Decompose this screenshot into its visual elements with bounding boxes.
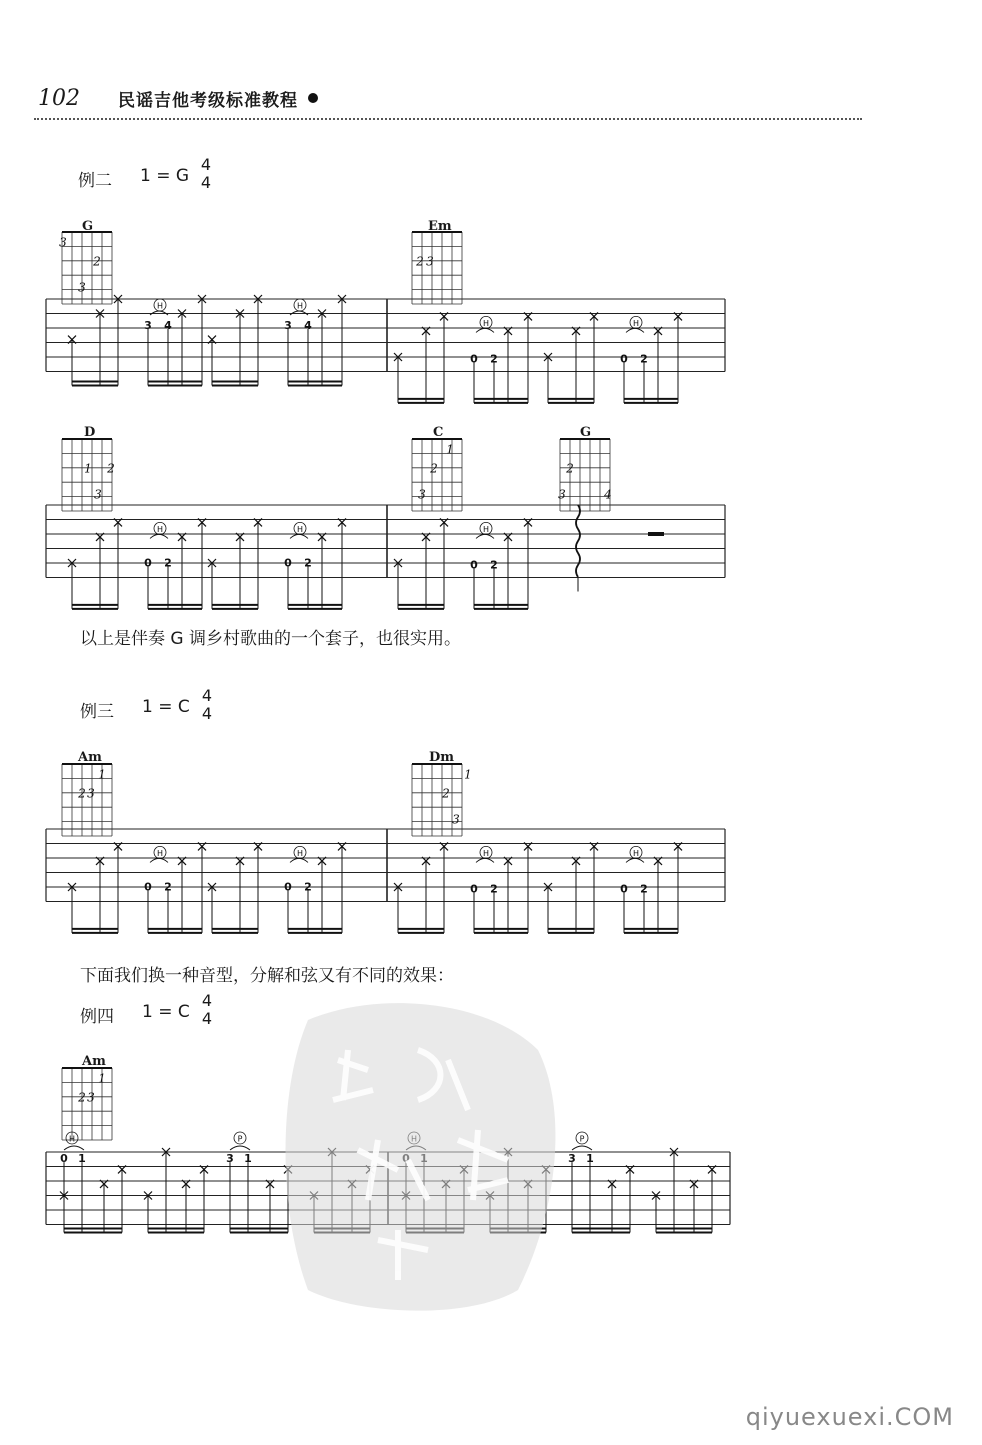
tab-number: 1	[78, 1152, 86, 1166]
mark-letter: P	[237, 1134, 243, 1144]
finger-number: 1	[98, 1071, 106, 1086]
technique-mark	[480, 316, 492, 328]
finger-number: 3	[59, 235, 67, 250]
example-4-time-signature	[200, 992, 214, 1028]
slur	[290, 858, 308, 862]
mark-letter: H	[156, 848, 164, 858]
finger-number: 3	[78, 280, 86, 295]
tab-number: 0	[284, 556, 292, 570]
time-numerator: 4	[200, 155, 212, 174]
tab-number: 2	[164, 880, 172, 894]
finger-number: 2	[416, 254, 424, 269]
example-2-key: 1 = G	[140, 166, 190, 186]
tab-number: 2	[640, 882, 648, 896]
chord-name: G	[580, 425, 592, 440]
technique-mark	[154, 299, 166, 311]
tab-number: 1	[586, 1152, 594, 1166]
tab-number: 2	[640, 352, 648, 366]
finger-number: 3	[94, 487, 102, 502]
chord-name: Am	[78, 750, 102, 765]
technique-mark	[630, 316, 642, 328]
finger-number: 2	[78, 786, 86, 801]
tab-number: 0	[620, 882, 628, 896]
technique-mark	[480, 846, 492, 858]
finger-number: 2	[566, 461, 574, 476]
time-denominator: 4	[201, 704, 213, 723]
technique-mark	[294, 846, 306, 858]
example-4-key: 1 = C	[142, 1002, 190, 1022]
tab-number: 4	[164, 319, 172, 332]
slur	[626, 328, 644, 332]
finger-number: 2	[93, 254, 101, 269]
mark-letter: H	[296, 848, 304, 858]
technique-mark	[630, 846, 642, 858]
slur	[290, 534, 308, 538]
tab-number: 3	[226, 1152, 234, 1166]
example-3-label: 例三	[80, 702, 114, 722]
slur	[572, 1146, 592, 1150]
finger-number: 4	[604, 487, 612, 502]
technique-mark	[480, 522, 492, 534]
tab-number: 3	[284, 319, 292, 332]
mark-letter: H	[68, 1134, 76, 1144]
chord-name: Am	[82, 1054, 106, 1069]
tab-number: 0	[470, 558, 478, 572]
tab-number: 2	[490, 352, 498, 366]
chord-diagram	[62, 439, 115, 511]
mark-letter: H	[482, 524, 490, 534]
finger-number: 2	[442, 786, 450, 801]
tab-number: 0	[60, 1152, 68, 1166]
tab-number: 2	[304, 880, 312, 894]
tab-number: 1	[244, 1152, 252, 1166]
slur	[626, 858, 644, 862]
tab-number: 0	[284, 880, 292, 894]
slur	[476, 328, 494, 332]
chord-diagram	[412, 764, 472, 836]
tab-number: 0	[470, 352, 478, 366]
tab-number: 3	[568, 1152, 576, 1166]
mark-letter: P	[579, 1134, 585, 1144]
example-4-label: 例四	[80, 1007, 114, 1027]
mark-letter: H	[156, 524, 164, 534]
chord-diagram	[62, 1068, 112, 1140]
finger-number: 3	[558, 487, 566, 502]
tab-number: 2	[304, 556, 312, 570]
arpeggio-mark	[576, 505, 580, 577]
tab-number: 2	[164, 556, 172, 570]
slur	[476, 534, 494, 538]
technique-mark	[154, 846, 166, 858]
slur	[476, 858, 494, 862]
finger-number: 3	[426, 254, 434, 269]
chord-name: D	[84, 425, 96, 440]
finger-number: 1	[464, 767, 472, 782]
paragraph: 下面我们换一种音型，分解和弦又有不同的效果：	[80, 966, 454, 986]
mark-letter: H	[482, 318, 490, 328]
chord-name: G	[82, 219, 94, 234]
tab-number: 0	[620, 352, 628, 366]
finger-number: 2	[107, 461, 115, 476]
chord-name: Em	[428, 219, 452, 234]
finger-number: 1	[84, 461, 92, 476]
mark-letter: H	[632, 848, 640, 858]
mark-letter: H	[156, 301, 164, 311]
slur	[64, 1146, 84, 1150]
finger-number: 3	[452, 812, 460, 827]
time-denominator: 4	[201, 1009, 213, 1028]
tab-number: 0	[144, 880, 152, 894]
site-watermark: qiyuexuexi.COM	[745, 1403, 954, 1431]
paragraph: 以上是伴奏 G 调乡村歌曲的一个套子，也很实用。	[80, 629, 461, 649]
chord-diagram	[558, 439, 612, 511]
tab-number: 0	[470, 882, 478, 896]
finger-number: 1	[446, 442, 454, 457]
time-numerator: 4	[201, 686, 213, 705]
chord-name: Dm	[429, 750, 455, 765]
finger-number: 3	[87, 1090, 95, 1105]
tab-number: 0	[144, 556, 152, 570]
finger-number: 3	[87, 786, 95, 801]
time-denominator: 4	[200, 173, 212, 192]
chord-name: C	[433, 425, 444, 440]
chord-diagram	[412, 232, 462, 304]
chord-diagram	[412, 439, 462, 511]
seal-watermark	[268, 990, 568, 1320]
technique-mark	[234, 1132, 246, 1144]
technique-mark	[576, 1132, 588, 1144]
mark-letter: H	[482, 848, 490, 858]
tab-number: 2	[490, 558, 498, 572]
mark-letter: H	[296, 301, 304, 311]
chord-diagram	[62, 764, 112, 836]
slur	[230, 1146, 250, 1150]
example-2-label: 例二	[78, 171, 112, 191]
finger-number: 2	[78, 1090, 86, 1105]
tab-number: 2	[490, 882, 498, 896]
tab-number: 3	[144, 319, 152, 332]
finger-number: 3	[418, 487, 426, 502]
slur	[150, 858, 168, 862]
time-numerator: 4	[201, 991, 213, 1010]
book-title: 民谣吉他考级标准教程	[118, 91, 298, 111]
technique-mark	[294, 299, 306, 311]
chord-diagram	[59, 232, 112, 304]
page-number: 102	[38, 86, 80, 111]
example-3-time-signature	[200, 687, 214, 723]
technique-mark	[154, 522, 166, 534]
slur	[150, 534, 168, 538]
mark-letter: H	[632, 318, 640, 328]
mark-letter: H	[296, 524, 304, 534]
technique-mark	[294, 522, 306, 534]
technique-mark	[66, 1132, 78, 1144]
finger-number: 1	[98, 767, 106, 782]
finger-number: 2	[430, 461, 438, 476]
example-3-key: 1 = C	[142, 697, 190, 717]
tab-number: 4	[304, 319, 312, 332]
rest	[648, 532, 664, 536]
